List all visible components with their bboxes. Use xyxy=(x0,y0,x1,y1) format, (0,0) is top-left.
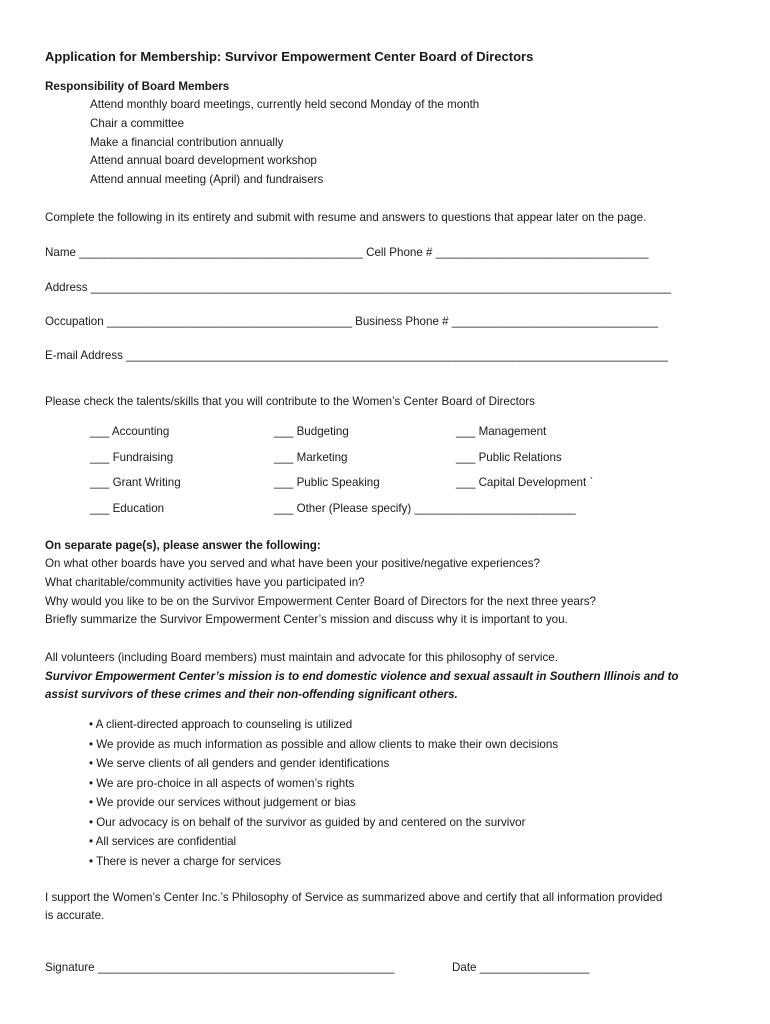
philosophy-bullet: • We provide as much information as possible and allow clients to make their own decisions xyxy=(89,738,559,751)
question-item: What charitable/community activities have you participated in? xyxy=(45,576,365,589)
instructions-text: Complete the following in its entirety and submit with resume and answers to questions that appear later on the page. xyxy=(45,211,647,224)
mission-statement: assist survivors of these crimes and their non-offending significant others. xyxy=(45,688,458,701)
philosophy-intro: All volunteers (including Board members) must maintain and advocate for this philosophy of service. xyxy=(45,651,558,664)
skill-checkbox-accounting[interactable]: ___ Accounting xyxy=(90,425,170,438)
certification-text: I support the Women’s Center Inc.’s Philosophy of Service as summarized above and certify that all information provided xyxy=(45,891,663,904)
philosophy-bullet: • All services are confidential xyxy=(89,835,237,848)
philosophy-bullet: • A client-directed approach to counseling is utilized xyxy=(89,718,353,731)
question-item: Briefly summarize the Survivor Empowerment Center’s mission and discuss why it is important to you. xyxy=(45,613,568,626)
skill-checkbox-marketing[interactable]: ___ Marketing xyxy=(274,451,348,464)
skill-checkbox-other[interactable]: ___ Other (Please specify) _________________________ xyxy=(274,502,576,515)
email-field[interactable]: E-mail Address ____________________________________________________________________________________ xyxy=(45,349,668,362)
responsibilities-heading: Responsibility of Board Members xyxy=(45,80,230,93)
skill-checkbox-management[interactable]: ___ Management xyxy=(456,425,547,438)
philosophy-bullet: • Our advocacy is on behalf of the survivor as guided by and centered on the survivor xyxy=(89,816,526,829)
responsibility-item: Chair a committee xyxy=(90,117,185,130)
name-phone-field[interactable]: Name ____________________________________________ Cell Phone # _________________________________ xyxy=(45,246,649,259)
date-field[interactable]: Date _________________ xyxy=(452,961,590,974)
page-title: Application for Membership: Survivor Empowerment Center Board of Directors xyxy=(45,49,534,64)
philosophy-bullet: • We are pro-choice in all aspects of women’s rights xyxy=(89,777,355,790)
skill-checkbox-budgeting[interactable]: ___ Budgeting xyxy=(274,425,349,438)
responsibility-item: Attend annual board development workshop xyxy=(90,154,317,167)
skill-checkbox-capital-development[interactable]: ___ Capital Development ` xyxy=(456,476,594,489)
skill-checkbox-education[interactable]: ___ Education xyxy=(90,502,165,515)
skill-checkbox-public-speaking[interactable]: ___ Public Speaking xyxy=(274,476,380,489)
question-item: On what other boards have you served and what have been your positive/negative experiences? xyxy=(45,557,540,570)
skill-checkbox-grant-writing[interactable]: ___ Grant Writing xyxy=(90,476,181,489)
responsibility-item: Make a financial contribution annually xyxy=(90,136,284,149)
questions-heading: On separate page(s), please answer the following: xyxy=(45,539,321,552)
philosophy-bullet: • There is never a charge for services xyxy=(89,855,282,868)
skill-checkbox-public-relations[interactable]: ___ Public Relations xyxy=(456,451,562,464)
signature-field[interactable]: Signature ______________________________________________ xyxy=(45,961,395,974)
skill-checkbox-fundraising[interactable]: ___ Fundraising xyxy=(90,451,174,464)
certification-text: is accurate. xyxy=(45,909,105,922)
question-item: Why would you like to be on the Survivor Empowerment Center Board of Directors for the next three years? xyxy=(45,595,596,608)
occupation-business-phone-field[interactable]: Occupation ______________________________________ Business Phone # ________________________________ xyxy=(45,315,659,328)
address-field[interactable]: Address __________________________________________________________________________________________ xyxy=(45,281,672,294)
responsibility-item: Attend annual meeting (April) and fundraisers xyxy=(90,173,324,186)
philosophy-bullet: • We provide our services without judgement or bias xyxy=(89,796,356,809)
skills-prompt: Please check the talents/skills that you will contribute to the Women’s Center Board of Directors xyxy=(45,395,535,408)
responsibility-item: Attend monthly board meetings, currently held second Monday of the month xyxy=(90,98,480,111)
mission-statement: Survivor Empowerment Center’s mission is to end domestic violence and sexual assault in Southern Illinois and to xyxy=(45,670,679,683)
philosophy-bullet: • We serve clients of all genders and gender identifications xyxy=(89,757,390,770)
